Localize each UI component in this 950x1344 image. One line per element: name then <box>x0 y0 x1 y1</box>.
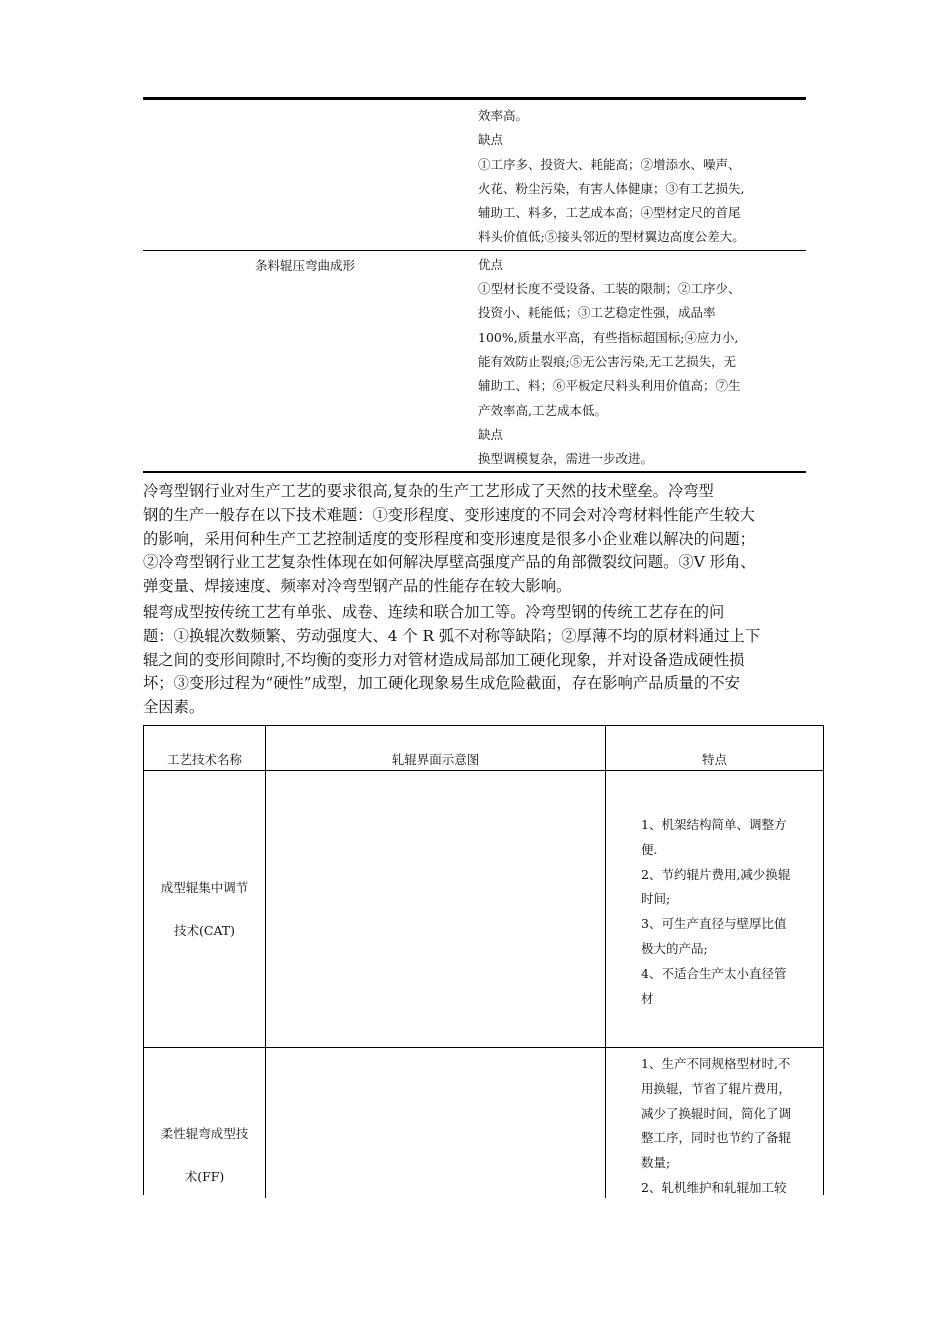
process-name-cell <box>143 100 478 250</box>
features-cell <box>606 1048 823 1198</box>
table-row <box>144 771 823 1048</box>
feature-line: 优点 <box>478 256 504 272</box>
paragraph-line: 全因素。 <box>143 698 205 717</box>
features-cell <box>606 771 823 1047</box>
tech-name-cell <box>144 771 266 1047</box>
feature-line: 换型调模复杂，需进一步改进。 <box>478 451 654 467</box>
header-roll-diagram: 轧辊界面示意图 <box>266 726 606 770</box>
feature-line: 数量; <box>641 1155 671 1171</box>
feature-line: 1、机架结构简单、调整方 <box>641 817 787 832</box>
tech-name-line: 成型辊集中调节 <box>160 880 249 895</box>
features-cell <box>478 100 806 250</box>
tech-name-line: 柔性辊弯成型技 <box>160 1126 249 1141</box>
features-cell <box>478 251 806 472</box>
feature-line: 时间; <box>641 891 671 907</box>
feature-line: 整工序，同时也节约了备辊 <box>641 1130 792 1146</box>
roll-diagram-cell <box>266 1048 606 1198</box>
table-row <box>143 251 806 474</box>
paragraph-line: ②冷弯型钢行业工艺复杂性体现在如何解决厚壁高强度产品的角部微裂纹问题。③V 形角、 <box>143 553 756 572</box>
feature-line: 1、生产不同规格型材时,不 <box>641 1056 791 1071</box>
table-header-row <box>144 726 823 771</box>
paragraph-line: 题：①换辊次数频繁、劳动强度大、4 个 R 弧不对称等缺陷；②厚薄不均的原材料通过上下 <box>143 626 761 645</box>
table-row <box>144 1048 823 1198</box>
process-name-cell: 条料辊压弯曲成形 <box>255 257 356 273</box>
feature-line: 2、轧机维护和轧辊加工较 <box>641 1179 787 1195</box>
paragraph-line: 钢的生产一般存在以下技术难题：①变形程度、变形速度的不同会对冷弯材料性能产生较大 <box>143 505 755 524</box>
feature-line: 产效率高,工艺成本低。 <box>478 402 607 418</box>
table-row <box>143 100 806 251</box>
feature-line: ①型材长度不受设备、工装的限制；②工序少、 <box>478 281 741 297</box>
feature-line: 料头价值低;⑤接头邻近的型材翼边高度公差大。 <box>478 229 745 245</box>
tech-name-line: 术(FF) <box>184 1169 225 1184</box>
feature-line: 3、可生产直径与壁厚比值 <box>641 916 787 932</box>
paragraph-line: 冷弯型钢行业对生产工艺的要求很高,复杂的生产工艺形成了天然的技术壁垒。冷弯型 <box>143 482 714 500</box>
feature-line: 投资小、耗能低；③工艺稳定性强，成品率 <box>478 305 716 321</box>
body-paragraph <box>143 601 833 720</box>
paragraph-line: 辊之间的变形间隙时,不均衡的变形力对管材造成局部加工硬化现象，并对设备造成硬性损 <box>143 650 745 669</box>
feature-line: 100%,质量水平高，有些指标超国标;④应力小, <box>478 329 739 345</box>
tech-name-cell <box>144 1048 266 1198</box>
feature-line: 2、节约辊片费用,减少换辊 <box>641 866 791 882</box>
body-paragraph <box>143 480 833 599</box>
feature-line: 缺点 <box>478 132 504 148</box>
feature-line: 用换辊，节省了辊片费用， <box>641 1080 792 1096</box>
technology-table <box>143 725 824 1195</box>
roll-diagram-cell <box>266 771 606 1047</box>
paragraph-line: 辊弯成型按传统工艺有单张、成卷、连续和联合加工等。冷弯型钢的传统工艺存在的问 <box>143 603 725 621</box>
feature-line: 减少了换辊时间，简化了调 <box>641 1105 792 1121</box>
feature-line: ①工序多、投资大、耗能高；②增添水、噪声、 <box>478 156 741 172</box>
paragraph-line: 的影响，采用何种生产工艺控制适度的变形程度和变形速度是很多小企业难以解决的问题； <box>143 529 755 548</box>
feature-line: 效率高。 <box>478 108 529 123</box>
tech-name-line: 技术(CAT) <box>174 923 235 938</box>
feature-line: 缺点 <box>478 426 504 442</box>
feature-line: 便. <box>641 841 658 857</box>
feature-line: 能有效防止裂痕;⑤无公害污染,无工艺损失，无 <box>478 353 737 369</box>
feature-line: 极大的产品; <box>641 940 708 956</box>
header-features: 特点 <box>701 752 727 767</box>
paragraph-line: 弹变量、焊接速度、频率对冷弯型钢产品的性能存在较大影响。 <box>143 577 572 596</box>
feature-line: 辅助工、料多，工艺成本高；④型材定尺的首尾 <box>478 205 741 221</box>
header-tech-name: 工艺技术名称 <box>144 726 266 770</box>
feature-line: 辅助工、料；⑥平板定尺料头利用价值高；⑦生 <box>478 378 741 394</box>
comparison-table-continued <box>143 97 806 473</box>
feature-line: 4、不适合生产太小直径管 <box>641 965 787 981</box>
feature-line: 火花、粉尘污染，有害人体健康；③有工艺损失, <box>478 180 745 196</box>
paragraph-line: 坏；③变形过程为“硬性”成型，加工硬化现象易生成危险截面，存在影响产品质量的不安 <box>143 674 740 693</box>
feature-line: 材 <box>641 990 654 1006</box>
